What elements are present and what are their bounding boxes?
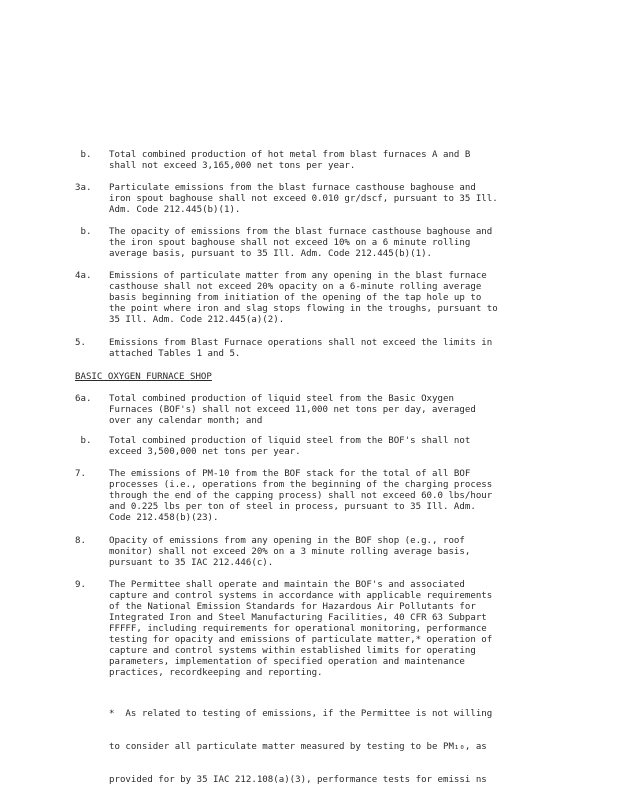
item-number: 7. <box>75 469 86 479</box>
item-text: The emissions of PM-10 from the BOF stack for the total of all BOF processes (i.e., operations from the beginning of the charging process through the end of the capping process) shall not exceed 60.0 lbs/hour and 0.225 lbs per ton of steel in process, pursuant to 35 Ill. Adm. Code 212.458(b)(23). <box>109 469 493 523</box>
item-number: b. <box>75 227 92 237</box>
item-text: Total combined production of liquid steel from the Basic Oxygen Furnaces (BOF's) shall not exceed 11,000 net tons per day, averaged over any calendar month; and <box>109 394 476 426</box>
item-text: Emissions of particulate matter from any opening in the blast furnace casthouse shall not exceed 20% opacity on a 6-minute rolling average basis beginning from initiation of the opening of the tap hole up to the point where iron and slag stops flowing in the troughs, pursuant to 35 Ill. Adm. Code 212.445(a)(2). <box>109 271 498 325</box>
item-text: Total combined production of liquid steel from the BOF's shall not exceed 3,500,000 net tons per year. <box>109 436 471 457</box>
item-text: Opacity of emissions from any opening in the BOF shop (e.g., roof monitor) shall not exceed 20% on a 3 minute rolling average basis, pursuant to 35 IAC 212.446(c). <box>109 536 471 568</box>
item-number: b. <box>75 436 92 446</box>
item-number: 3a. <box>75 183 92 193</box>
item-number: 6a. <box>75 394 92 404</box>
item-text: Particulate emissions from the blast furnace casthouse baghouse and iron spout baghouse shall not exceed 0.010 gr/dscf, pursuant to 35 Ill. Adm. Code 212.445(b)(1). <box>109 183 498 215</box>
item-number: b. <box>75 150 92 160</box>
item-text: Total combined production of hot metal from blast furnaces A and B shall not exceed 3,165,000 net tons per year. <box>109 150 471 171</box>
footnote: * As related to testing of emissions, if the Permittee is not willing to consider all particulate matter measured by testing to be PM₁₀, as provided for by 35 IAC 212.108(a)(3), performance tests for emissi ns <box>109 709 493 785</box>
item-text: The opacity of emissions from the blast furnace casthouse baghouse and the iron spout baghouse shall not exceed 10% on a 6 minute rolling average basis, pursuant to 35 Ill. Adm. Code 212.445(b)(1). <box>109 227 493 259</box>
section-heading: BASIC OXYGEN FURNACE SHOP <box>75 372 212 382</box>
item-text: The Permittee shall operate and maintain the BOF's and associated capture and control systems in accordance with applicable requirements of the National Emission Standards for Hazardous Air Pollutants for Integrated Iron and Steel Manufacturing Facilities, 40 CFR 63 Subpart FFFFF, including requirements for operational monitoring, performance testing for opacity and emissions of particulate matter,* operation of capture and control systems within established limits for operating parameters, implementation of specified operation and maintenance practices, recordkeeping and reporting. <box>109 580 493 678</box>
item-number: 4a. <box>75 271 92 281</box>
item-text: Emissions from Blast Furnace operations shall not exceed the limits in attached Tables 1 and 5. <box>109 338 493 359</box>
item-number: 8. <box>75 536 86 546</box>
item-number: 9. <box>75 580 86 590</box>
item-number: 5. <box>75 338 86 348</box>
